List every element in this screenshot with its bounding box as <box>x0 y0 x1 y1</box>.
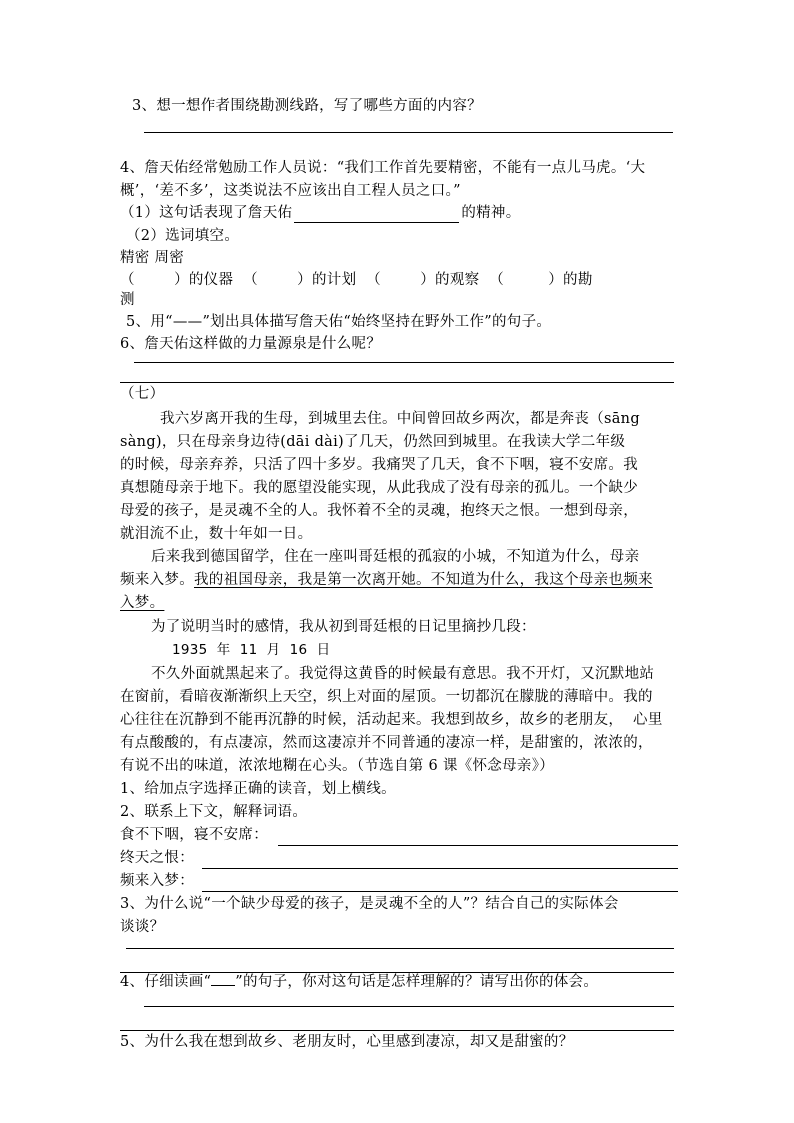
passage-text: 频来入梦。 <box>120 572 194 588</box>
answer-line[interactable] <box>120 1030 674 1031</box>
question-7-4-suffix: ”的句子，你对这句话是怎样理解的？请写出你的体会。 <box>235 974 599 990</box>
term-1-label: 食不下咽，寝不安席： <box>120 827 268 843</box>
question-7-1: 1、给加点字选择正确的读音，划上横线。 <box>120 781 396 797</box>
underlined-sentence: 我的祖国母亲，我是第一次离开她。不知道为什么，我这个母亲也频来 <box>194 572 653 588</box>
term-3-label: 频来入梦： <box>120 873 194 889</box>
section-divider <box>120 382 674 383</box>
question-6: 6、詹天佑这样做的力量源泉是什么呢？ <box>120 336 382 352</box>
question-7-3-line-2: 谈谈？ <box>120 919 165 935</box>
passage-p4-line-2: 在窗前，看暗夜渐渐织上天空，织上对面的屋顶。一切都沉在朦胧的薄暗中。我的 <box>120 689 653 705</box>
passage-p1-line-4: 真想随母亲于地下。我的愿望没能实现，从此我成了没有母亲的孤儿。一个缺少 <box>120 480 638 496</box>
fill-in-line-1: （ ）的仪器 （ ）的计划 （ ）的观察 （ ）的勘 <box>120 272 593 288</box>
question-4-line-1: 4、詹天佑经常勉励工作人员说：“我们工作首先要精密，不能有一点儿马虎。‘大 <box>120 160 646 176</box>
passage-p1-line-1: 我六岁离开我的生母，到城里去住。中间曾回故乡两次，都是奔丧（sāng <box>160 411 640 427</box>
question-7-2: 2、联系上下文，解释词语。 <box>120 804 308 820</box>
passage-p3: 为了说明当时的感情，我从初到哥廷根的日记里摘抄几段： <box>151 619 536 635</box>
word-choices: 精密 周密 <box>120 250 185 266</box>
passage-p1-line-6: 就泪流不止，数十年如一日。 <box>120 526 313 542</box>
question-7-3-line-1: 3、为什么说“一个缺少母爱的孩子，是灵魂不全的人”？结合自己的实际体会 <box>120 896 619 912</box>
section-heading: （七） <box>120 386 165 402</box>
answer-line[interactable] <box>278 845 678 846</box>
answer-line <box>144 132 673 133</box>
question-7-4 <box>120 972 598 992</box>
answer-line <box>134 362 674 363</box>
passage-p1-line-2: sàng)，只在母亲身边待(dāi dài)了几天，仍然回到城里。在我读大学二年级 <box>120 434 626 450</box>
passage-p2-line-3 <box>120 593 164 613</box>
underlined-sentence-end: 入梦。 <box>120 595 165 611</box>
fill-blank[interactable] <box>294 207 459 223</box>
question-5: 5、用“——”划出具体描写詹天佑“始终坚持在野外工作”的句子。 <box>126 314 552 330</box>
term-2-label: 终天之恨： <box>120 850 194 866</box>
question-7-5: 5、为什么我在想到故乡、老朋友时，心里感到凄凉，却又是甜蜜的？ <box>120 1034 574 1050</box>
underline-sample <box>211 973 235 986</box>
diary-date: 1935 年 11 月 16 日 <box>172 642 331 658</box>
passage-p4-line-5: 有说不出的味道，浓浓地糊在心头。（节选自第 6 课《怀念母亲》） <box>120 758 555 774</box>
answer-line[interactable] <box>144 1006 674 1007</box>
question-7-4-prefix: 4、仔细读画“ <box>120 974 212 990</box>
question-4-sub-2: （2）选词填空。 <box>126 228 240 244</box>
passage-p2-line-2 <box>120 570 653 590</box>
answer-line[interactable] <box>202 891 678 892</box>
passage-p1-line-5: 母爱的孩子，是灵魂不全的人。我怀着不全的灵魂，抱终天之恨。一想到母亲， <box>120 503 638 519</box>
question-3: 3、想一想作者围绕勘测线路，写了哪些方面的内容？ <box>132 98 482 114</box>
passage-p4-line-3: 心往往在沉静到不能再沉静的时候，活动起来。我想到故乡，故乡的老朋友， 心里 <box>120 712 663 728</box>
sub-1-prefix: （1）这句话表现了詹天佑 <box>120 205 293 221</box>
answer-line[interactable] <box>202 868 678 869</box>
answer-line[interactable] <box>126 948 674 949</box>
passage-p1-line-3: 的时候，母亲弃养，只活了四十多岁。我痛哭了几天，食不下咽，寝不安席。我 <box>120 457 638 473</box>
question-4-sub-1 <box>120 203 521 223</box>
passage-p2-line-1: 后来我到德国留学，住在一座叫哥廷根的孤寂的小城，不知道为什么，母亲 <box>151 549 640 565</box>
fill-in-line-2: 测 <box>120 292 135 308</box>
sub-1-suffix: 的精神。 <box>461 205 521 221</box>
question-4-line-2: 概’，‘差不多’，这类说法不应该出自工程人员之口。” <box>120 183 461 199</box>
passage-p4-line-4: 有点酸酸的，有点凄凉，然而这凄凉并不同普通的凄凉一样，是甜蜜的，浓浓的， <box>120 735 653 751</box>
passage-p4-line-1: 不久外面就黑起来了。我觉得这黄昏的时候最有意思。我不开灯，又沉默地站 <box>151 666 655 682</box>
